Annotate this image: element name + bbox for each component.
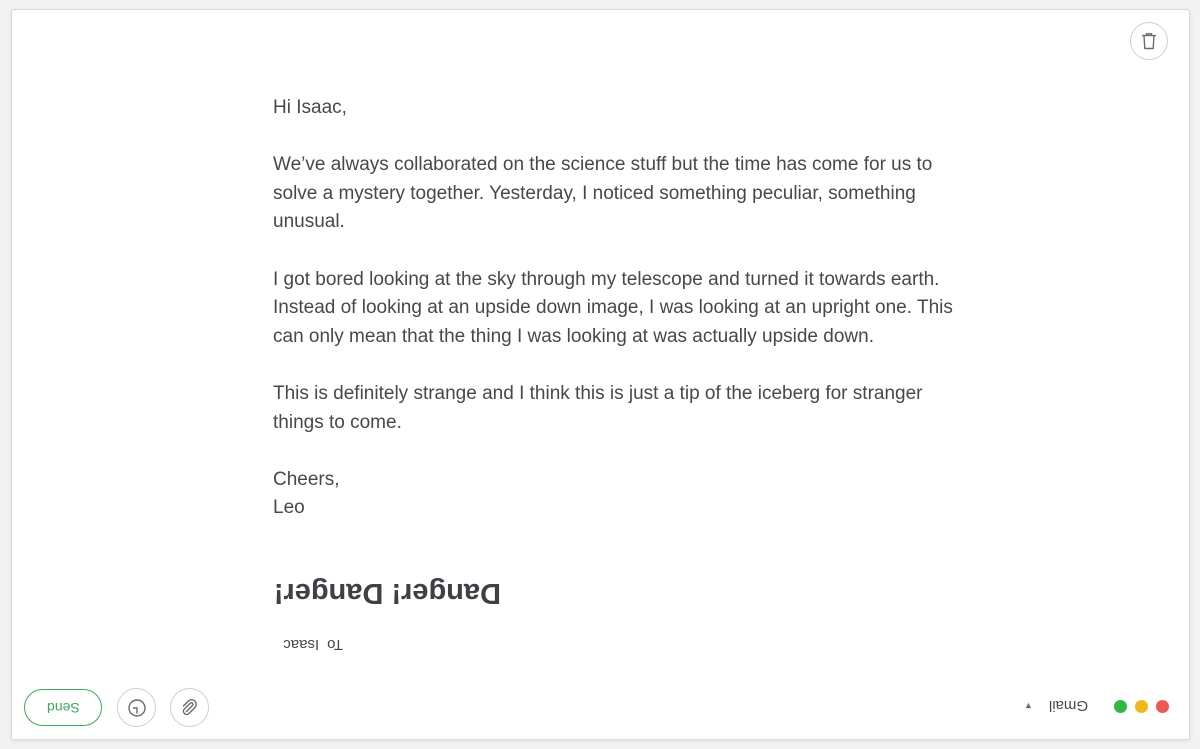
maximize-window-button[interactable] <box>1114 700 1127 713</box>
message-paragraph: We’ve always collaborated on the science stuff but the time has come for us to solve a mystery together. Yesterday, I noticed something peculiar, something unusual. <box>273 154 933 233</box>
compose-window <box>11 9 1190 740</box>
to-label: To <box>327 636 343 653</box>
message-body[interactable] <box>273 94 973 523</box>
message-paragraph: I got bored looking at the sky through my telescope and turned it towards earth. Instead of looking at an upside down image, I was looking at an upright one. This can only mean that the thing I was looking at was actually upside down. <box>273 268 953 347</box>
close-window-button[interactable] <box>1156 700 1169 713</box>
message-paragraph: This is definitely strange and I think this is just a tip of the iceberg for stranger things to come. <box>273 382 923 433</box>
trash-icon <box>1141 32 1157 50</box>
delete-draft-button[interactable] <box>1130 22 1168 60</box>
minimize-window-button[interactable] <box>1135 700 1148 713</box>
paperclip-icon <box>180 698 200 718</box>
subject-field[interactable]: Danger! Danger! <box>273 577 501 609</box>
account-selector[interactable] <box>1024 696 1088 716</box>
recipient-name: Isaac <box>283 636 320 653</box>
schedule-send-button[interactable] <box>117 688 156 727</box>
clock-icon <box>127 698 147 718</box>
send-button-label: Send <box>46 699 80 716</box>
message-signoff: Cheers, <box>273 468 340 490</box>
message-greeting: Hi Isaac, <box>273 97 347 118</box>
window-controls <box>1114 700 1169 713</box>
account-name: Gmail <box>1048 697 1089 715</box>
message-signature: Leo <box>273 497 305 519</box>
attach-file-button[interactable] <box>170 688 209 727</box>
send-button[interactable] <box>24 689 102 726</box>
recipient-field[interactable] <box>273 635 343 653</box>
chevron-down-icon: ▼ <box>1024 701 1033 711</box>
